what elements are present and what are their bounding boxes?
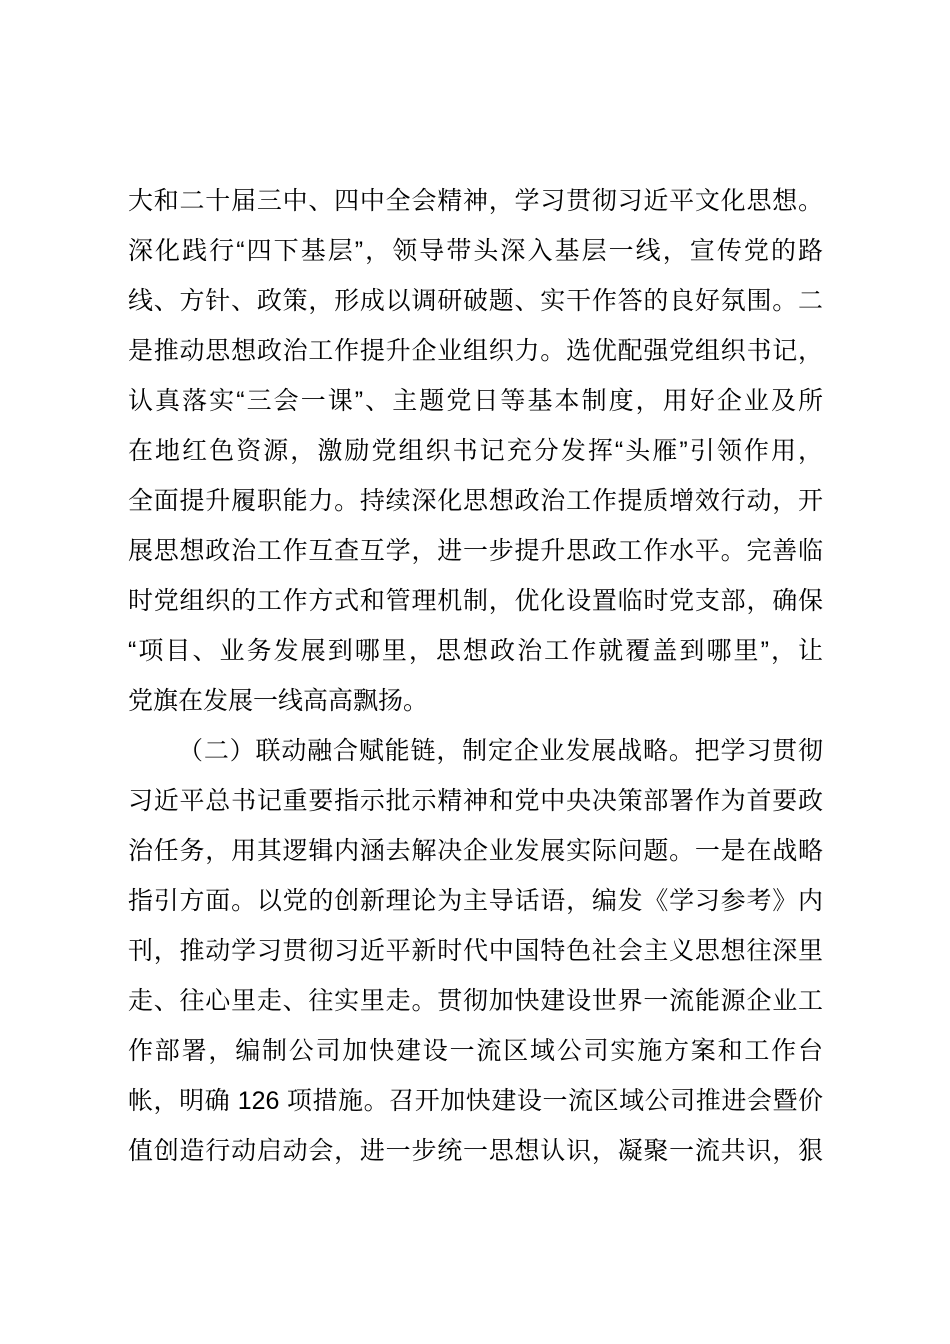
text-line: 治任务，用其逻辑内涵去解决企业发展实际问题。一是在战略 [128,837,823,865]
text-line: 线、方针、政策，形成以调研破题、实干作答的良好氛围。二 [128,287,823,315]
text-line: 展思想政治工作互查互学，进一步提升思政工作水平。完善临 [128,537,823,565]
paragraph [128,176,823,726]
text-line: 走、往心里走、往实里走。贯彻加快建设世界一流能源企业工 [128,987,823,1015]
text-line: 作部署，编制公司加快建设一流区域公司实施方案和工作台 [128,1037,823,1065]
text-line: 时党组织的工作方式和管理机制，优化设置临时党支部，确保 [128,587,823,615]
text-line: 全面提升履职能力。持续深化思想政治工作提质增效行动，开 [128,487,823,515]
text-line: 深化践行“四下基层”，领导带头深入基层一线，宣传党的路 [128,237,823,265]
text-line: 帐，明确 126 项措施。召开加快建设一流区域公司推进会暨价 [128,1087,823,1115]
text-line: 大和二十届三中、四中全会精神，学习贯彻习近平文化思想。 [128,187,823,215]
text-line: 认真落实“三会一课”、主题党日等基本制度，用好企业及所 [128,387,823,415]
text-line: 指引方面。以党的创新理论为主导话语，编发《学习参考》内 [128,887,823,915]
text-line: 在地红色资源，激励党组织书记充分发挥“头雁”引领作用， [128,437,823,465]
text-line: 习近平总书记重要指示批示精神和党中央决策部署作为首要政 [128,787,823,815]
text-line: 刊，推动学习贯彻习近平新时代中国特色社会主义思想往深里 [128,937,823,965]
text-line: 值创造行动启动会，进一步统一思想认识，凝聚一流共识，狠 [128,1137,823,1165]
paragraph [128,726,823,1176]
text-line: “项目、业务发展到哪里，思想政治工作就覆盖到哪里”，让 [128,637,823,665]
text-line: （二）联动融合赋能链，制定企业发展战略。把学习贯彻 [178,737,823,765]
text-line: 是推动思想政治工作提升企业组织力。选优配强党组织书记， [128,337,823,365]
document-body [128,176,823,1176]
text-line: 党旗在发展一线高高飘扬。 [128,687,429,715]
